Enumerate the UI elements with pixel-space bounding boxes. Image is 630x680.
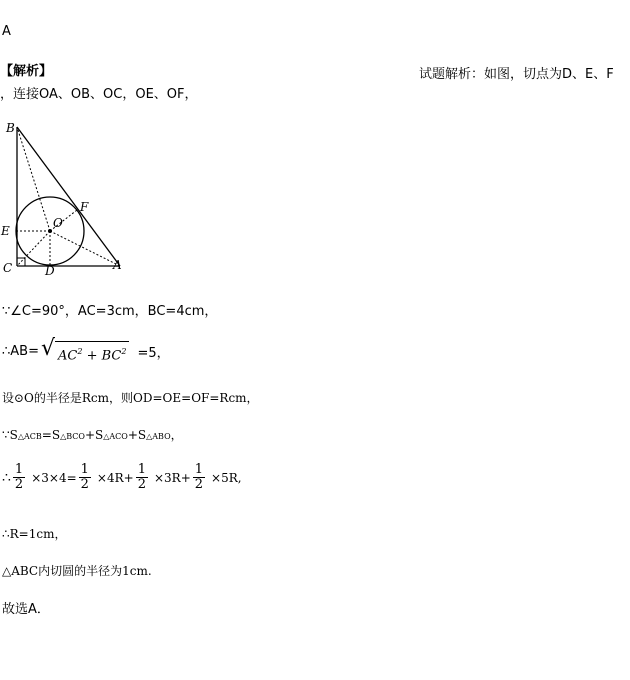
connect-line: ，连接OA、OB、OC，OE、OF， (0, 87, 198, 102)
analysis-label: 【解析】 (0, 64, 53, 79)
r-result-line: ∴R=1cm， (2, 527, 67, 541)
ab-suffix: =5， (137, 346, 170, 362)
area-line: ∵S△ACB=S△BCO+S△ACO+S△ABO， (2, 428, 183, 442)
center-point (48, 229, 52, 233)
label-c: C (3, 261, 13, 275)
label-b: B (6, 121, 15, 135)
label-o: O (53, 216, 63, 230)
conclusion-line: △ABC内切圆的半径为1cm. (2, 564, 152, 578)
fraction-half: $\frac{1}{2}$ (194, 462, 204, 492)
label-e: E (1, 224, 10, 238)
fraction-half: $\frac{1}{2}$ (137, 462, 146, 492)
choose-line: 故选A． (2, 602, 50, 617)
fraction-half: $\frac{1}{2}$ (80, 462, 89, 492)
radical-sign: √ (40, 336, 56, 361)
answer-text: A (2, 24, 11, 39)
ab-line (2, 338, 170, 365)
side-ab (17, 127, 120, 266)
ab-prefix: ∴AB= (2, 344, 39, 360)
radicand: $AC^2 + BC^2$ (55, 341, 129, 365)
label-f: F (80, 200, 89, 214)
radius-def-line: 设⊙O的半径是Rcm，则OD=OE=OF=Rcm， (2, 391, 259, 405)
given-line: ∵∠C=90°，AC=3cm，BC=4cm， (2, 304, 218, 319)
label-a: A (113, 258, 122, 272)
label-d: D (45, 264, 55, 277)
triangle-figure (0, 115, 130, 277)
sqrt-expression (41, 338, 129, 365)
fraction-half: $\frac{1}{2}$ (14, 462, 24, 492)
therefore-sign: ∴ (2, 469, 11, 486)
segment-ob (17, 127, 50, 231)
right-angle-mark (17, 258, 25, 266)
equation-line: ∴ $\frac{1}{2}$ ×3×4= $\frac{1}{2}$ ×4R+ $\frac{1}{2}$ ×3R+ $\frac{1}{2}$ ×5R, (2, 462, 242, 492)
segment-oa (50, 231, 120, 266)
analysis-intro: 试题解析：如图，切点为D、E、F (419, 67, 614, 82)
